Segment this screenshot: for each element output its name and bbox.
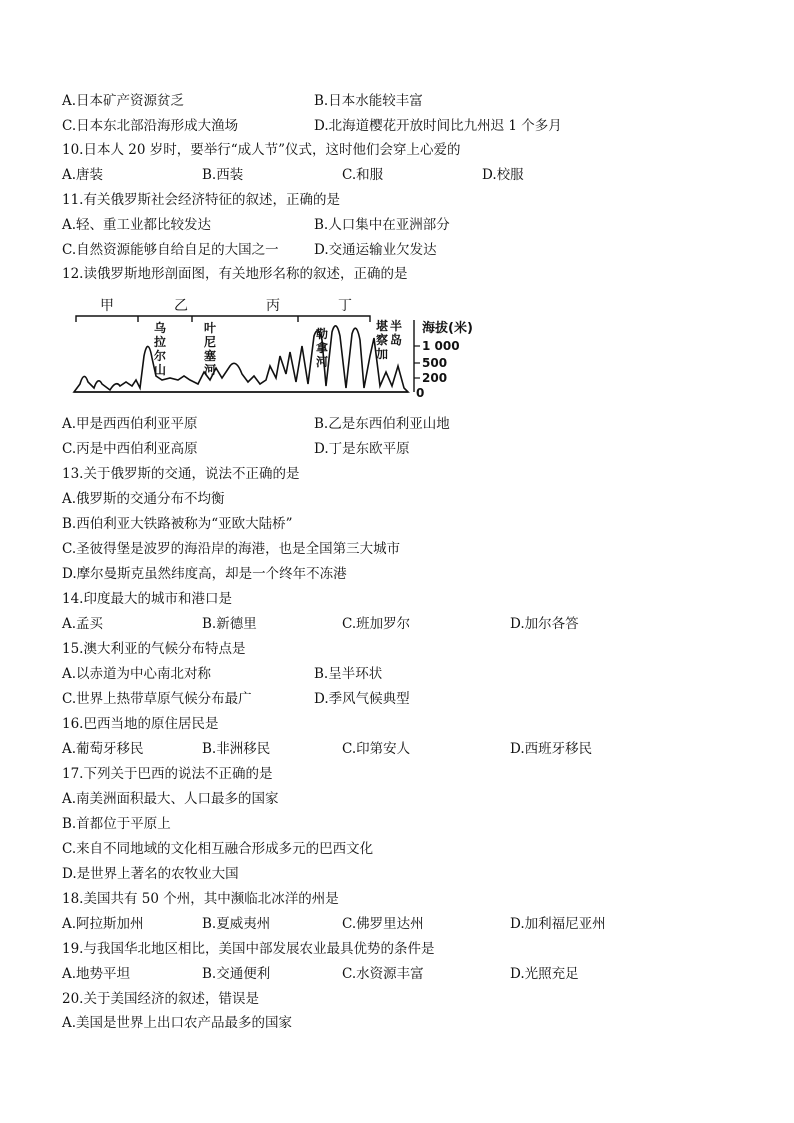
svg-text:山: 山 [154, 363, 167, 377]
q10-stem: 10.日本人 20 岁时，要举行“成人节”仪式，这时他们会穿上心爱的 [62, 142, 461, 158]
svg-text:河: 河 [204, 363, 217, 377]
svg-text:尼: 尼 [204, 335, 217, 349]
q9-option-a: A.日本矿产资源贫乏 [62, 93, 185, 109]
q11-option-c: C.自然资源能够自给自足的大国之一 [62, 242, 279, 258]
q16-stem: 16.巴西当地的原住居民是 [62, 716, 219, 732]
q17-option-a: A.南美洲面积最大、人口最多的国家 [62, 791, 279, 807]
svg-text:堪: 堪 [376, 319, 389, 333]
q18-option-a: A.阿拉斯加州 [62, 916, 144, 932]
q11-stem: 11.有关俄罗斯社会经济特征的叙述，正确的是 [62, 192, 340, 208]
q19-stem: 19.与我国华北地区相比，美国中部发展农业最具优势的条件是 [62, 941, 435, 957]
region-label-jia: 甲 [100, 298, 114, 314]
svg-text:尔: 尔 [154, 349, 167, 363]
svg-text:乌: 乌 [154, 321, 167, 335]
q15-stem: 15.澳大利亚的气候分布特点是 [62, 641, 246, 657]
q15-option-c: C.世界上热带草原气候分布最广 [62, 691, 252, 707]
elevation-axis-title: 海拔(米) [422, 321, 473, 336]
kamchatka-peninsula-label [375, 318, 402, 361]
q19-option-a: A.地势平坦 [62, 966, 131, 982]
q19-option-c: C.水资源丰富 [342, 966, 424, 982]
q12-stem: 12.读俄罗斯地形剖面图，有关地形名称的叙述，正确的是 [62, 266, 408, 282]
q15-option-d: D.季风气候典型 [314, 691, 410, 707]
q10-option-c: C.和服 [342, 167, 384, 183]
tick-500: 500 [422, 356, 448, 370]
svg-text:叶: 叶 [204, 321, 217, 335]
q17-option-b: B.首都位于平原上 [62, 816, 171, 832]
svg-text:拿: 拿 [316, 341, 329, 355]
q14-option-a: A.孟买 [62, 616, 104, 632]
q12-option-b: B.乙是东西伯利亚山地 [314, 416, 450, 432]
q15-option-a: A.以赤道为中心南北对称 [62, 666, 212, 682]
q18-option-d: D.加利福尼亚州 [510, 916, 606, 932]
q11-option-d: D.交通运输业欠发达 [314, 242, 437, 258]
tick-200: 200 [422, 371, 448, 385]
q14-option-c: C.班加罗尔 [342, 616, 411, 632]
q20-option-a: A.美国是世界上出口农产品最多的国家 [62, 1015, 293, 1031]
q16-option-a: A.葡萄牙移民 [62, 741, 144, 757]
q14-option-d: D.加尔各答 [510, 616, 579, 632]
q14-stem: 14.印度最大的城市和港口是 [62, 591, 232, 607]
q19-option-d: D.光照充足 [510, 966, 579, 982]
q10-option-a: A.唐装 [62, 167, 104, 183]
q17-stem: 17.下列关于巴西的说法不正确的是 [62, 766, 273, 782]
svg-text:河: 河 [316, 355, 329, 369]
q12-option-a: A.甲是西西伯利亚平原 [62, 416, 198, 432]
q13-option-a: A.俄罗斯的交通分布不均衡 [62, 491, 225, 507]
tick-1000: 1 000 [422, 339, 460, 353]
q10-option-d: D.校服 [482, 167, 524, 183]
terrain-profile-line [74, 326, 408, 392]
q18-option-b: B.夏威夷州 [202, 916, 271, 932]
q13-option-d: D.摩尔曼斯克虽然纬度高，却是一个终年不冻港 [62, 566, 347, 582]
q18-option-c: C.佛罗里达州 [342, 916, 424, 932]
q14-option-b: B.新德里 [202, 616, 257, 632]
q9-option-d: D.北海道樱花开放时间比九州迟 1 个多月 [314, 118, 562, 134]
q19-option-b: B.交通便利 [202, 966, 271, 982]
region-bracket-line [76, 316, 370, 322]
q10-option-b: B.西装 [202, 167, 244, 183]
q17-option-c: C.来自不同地域的文化相互融合形成多元的巴西文化 [62, 841, 374, 857]
svg-text:察: 察 [376, 333, 389, 347]
q15-option-b: B.呈半环状 [314, 666, 383, 682]
region-label-bing: 丙 [266, 298, 280, 314]
q16-option-b: B.非洲移民 [202, 741, 271, 757]
region-label-yi: 乙 [174, 298, 188, 314]
q13-option-c: C.圣彼得堡是波罗的海沿岸的海港，也是全国第三大城市 [62, 541, 401, 557]
q16-option-c: C.印第安人 [342, 741, 411, 757]
terrain-profile-figure [70, 296, 490, 400]
q18-stem: 18.美国共有 50 个州，其中濒临北冰洋的州是 [62, 891, 339, 907]
q9-option-b: B.日本水能较丰富 [314, 93, 423, 109]
svg-text:勒: 勒 [316, 327, 329, 341]
q12-option-d: D.丁是东欧平原 [314, 441, 410, 457]
q9-option-c: C.日本东北部沿海形成大渔场 [62, 118, 239, 134]
svg-text:拉: 拉 [154, 335, 167, 349]
region-label-ding: 丁 [338, 298, 352, 314]
svg-text:岛: 岛 [390, 333, 403, 347]
svg-text:塞: 塞 [204, 349, 217, 363]
ural-mountains-label [154, 320, 166, 377]
tick-0: 0 [416, 386, 425, 400]
q13-stem: 13.关于俄罗斯的交通，说法不正确的是 [62, 466, 300, 482]
q13-option-b: B.西伯利亚大铁路被称为“亚欧大陆桥” [62, 516, 293, 532]
q17-option-d: D.是世界上著名的农牧业大国 [62, 866, 239, 882]
q16-option-d: D.西班牙移民 [510, 741, 593, 757]
q12-option-c: C.丙是中西伯利亚高原 [62, 441, 198, 457]
lena-river-label [316, 326, 328, 369]
yenisei-river-label [204, 321, 217, 377]
svg-text:加: 加 [376, 347, 389, 361]
svg-text:半: 半 [390, 319, 403, 333]
q11-option-a: A.轻、重工业都比较发达 [62, 217, 212, 233]
q20-stem: 20.关于美国经济的叙述，错误是 [62, 991, 259, 1007]
q11-option-b: B.人口集中在亚洲部分 [314, 217, 450, 233]
